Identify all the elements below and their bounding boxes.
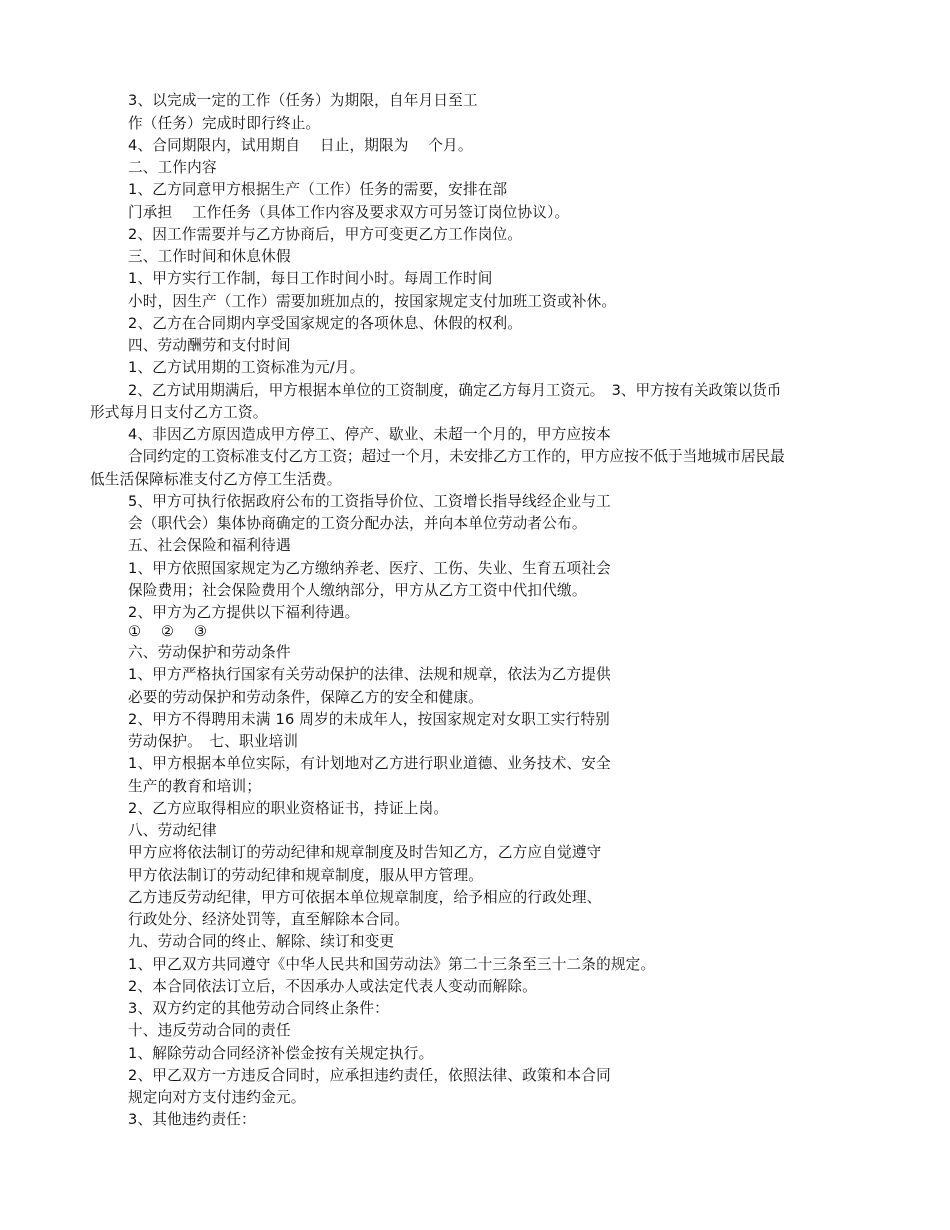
text-line: 低生活保障标准支付乙方停工生活费。 — [90, 471, 342, 488]
text-line: 1、甲方实行工作制，每日工作时间小时。每周工作时间 — [128, 270, 493, 287]
section-heading: 二、工作内容 — [128, 159, 217, 176]
text-line: ① ② ③ — [128, 623, 208, 640]
text-line: 门承担 工作任务（具体工作内容及要求双方可另签订岗位协议）。 — [128, 204, 570, 221]
text-line: 2、乙方在合同期内享受国家规定的各项休息、休假的权利。 — [128, 315, 523, 332]
text-line: 1、甲乙双方共同遵守《中华人民共和国劳动法》第二十三条至三十二条的规定。 — [128, 956, 656, 973]
text-line: 小时，因生产（工作）需要加班加点的，按国家规定支付加班工资或补休。 — [128, 293, 617, 310]
text-line: 2、甲乙双方一方违反合同时，应承担违约责任，依照法律、政策和本合同 — [128, 1067, 611, 1084]
section-heading: 五、社会保险和福利待遇 — [128, 537, 291, 554]
text-line: 1、乙方同意甲方根据生产（工作）任务的需要，安排在部 — [128, 181, 508, 198]
text-line: 1、乙方试用期的工资标准为元/月。 — [128, 359, 365, 376]
text-line: 形式每月日支付乙方工资。 — [90, 404, 268, 421]
section-heading: 九、劳动合同的终止、解除、续订和变更 — [128, 933, 395, 950]
text-line: 作（任务）完成时即行终止。 — [128, 115, 321, 132]
section-heading: 三、工作时间和休息休假 — [128, 248, 291, 265]
text-line: 行政处分、经济处罚等，直至解除本合同。 — [128, 911, 410, 928]
text-line: 1、甲方严格执行国家有关劳动保护的法律、法规和规章，依法为乙方提供 — [128, 666, 611, 683]
text-line: 乙方违反劳动纪律，甲方可依据本单位规章制度，给予相应的行政处理、 — [128, 889, 602, 906]
text-line: 3、双方约定的其他劳动合同终止条件： — [128, 1000, 389, 1017]
text-line: 4、合同期限内，试用期自 日止，期限为 个月。 — [128, 137, 473, 154]
section-heading: 十、违反劳动合同的责任 — [128, 1022, 291, 1039]
text-line: 保险费用；社会保险费用个人缴纳部分，甲方从乙方工资中代扣代缴。 — [128, 582, 587, 599]
text-line: 3、以完成一定的工作（任务）为期限，自年月日至工 — [128, 92, 478, 109]
section-heading: 六、劳动保护和劳动条件 — [128, 644, 291, 661]
text-line: 会（职代会）集体协商确定的工资分配办法，并向本单位劳动者公布。 — [128, 515, 587, 532]
text-line: 1、甲方依照国家规定为乙方缴纳养老、医疗、工伤、失业、生育五项社会 — [128, 560, 611, 577]
text-line: 生产的教育和培训； — [128, 778, 262, 795]
text-line: 2、因工作需要并与乙方协商后，甲方可变更乙方工作岗位。 — [128, 226, 523, 243]
text-line: 1、解除劳动合同经济补偿金按有关规定执行。 — [128, 1045, 434, 1062]
text-line: 2、甲方为乙方提供以下福利待遇。 — [128, 604, 360, 621]
text-line: 2、甲方不得聘用未满 16 周岁的未成年人，按国家规定对女职工实行特别 — [128, 711, 610, 728]
text-line: 合同约定的工资标准支付乙方工资；超过一个月，未安排乙方工作的，甲方应按不低于当地城市居民最 — [128, 448, 785, 465]
text-line: 2、本合同依法订立后，不因承办人或法定代表人变动而解除。 — [128, 978, 537, 995]
text-line: 甲方依法制订的劳动纪律和规章制度，服从甲方管理。 — [128, 867, 484, 884]
text-line: 3、其他违约责任： — [128, 1111, 256, 1128]
text-line: 甲方应将依法制订的劳动纪律和规章制度及时告知乙方，乙方应自觉遵守 — [128, 844, 602, 861]
section-heading: 八、劳动纪律 — [128, 822, 217, 839]
text-line: 劳动保护。 七、职业培训 — [128, 733, 299, 750]
text-line: 5、甲方可执行依据政府公布的工资指导价位、工资增长指导线经企业与工 — [128, 493, 611, 510]
text-line: 2、乙方试用期满后，甲方根据本单位的工资制度，确定乙方每月工资元。 3、甲方按有关政策以货币 — [128, 382, 782, 399]
text-line: 1、甲方根据本单位实际，有计划地对乙方进行职业道德、业务技术、安全 — [128, 755, 611, 772]
section-heading: 四、劳动酬劳和支付时间 — [128, 337, 291, 354]
text-line: 4、非因乙方原因造成甲方停工、停产、歇业、未超一个月的，甲方应按本 — [128, 426, 611, 443]
text-line: 2、乙方应取得相应的职业资格证书，持证上岗。 — [128, 800, 449, 817]
text-line: 必要的劳动保护和劳动条件，保障乙方的安全和健康。 — [128, 689, 484, 706]
text-line: 规定向对方支付违约金元。 — [128, 1089, 306, 1106]
